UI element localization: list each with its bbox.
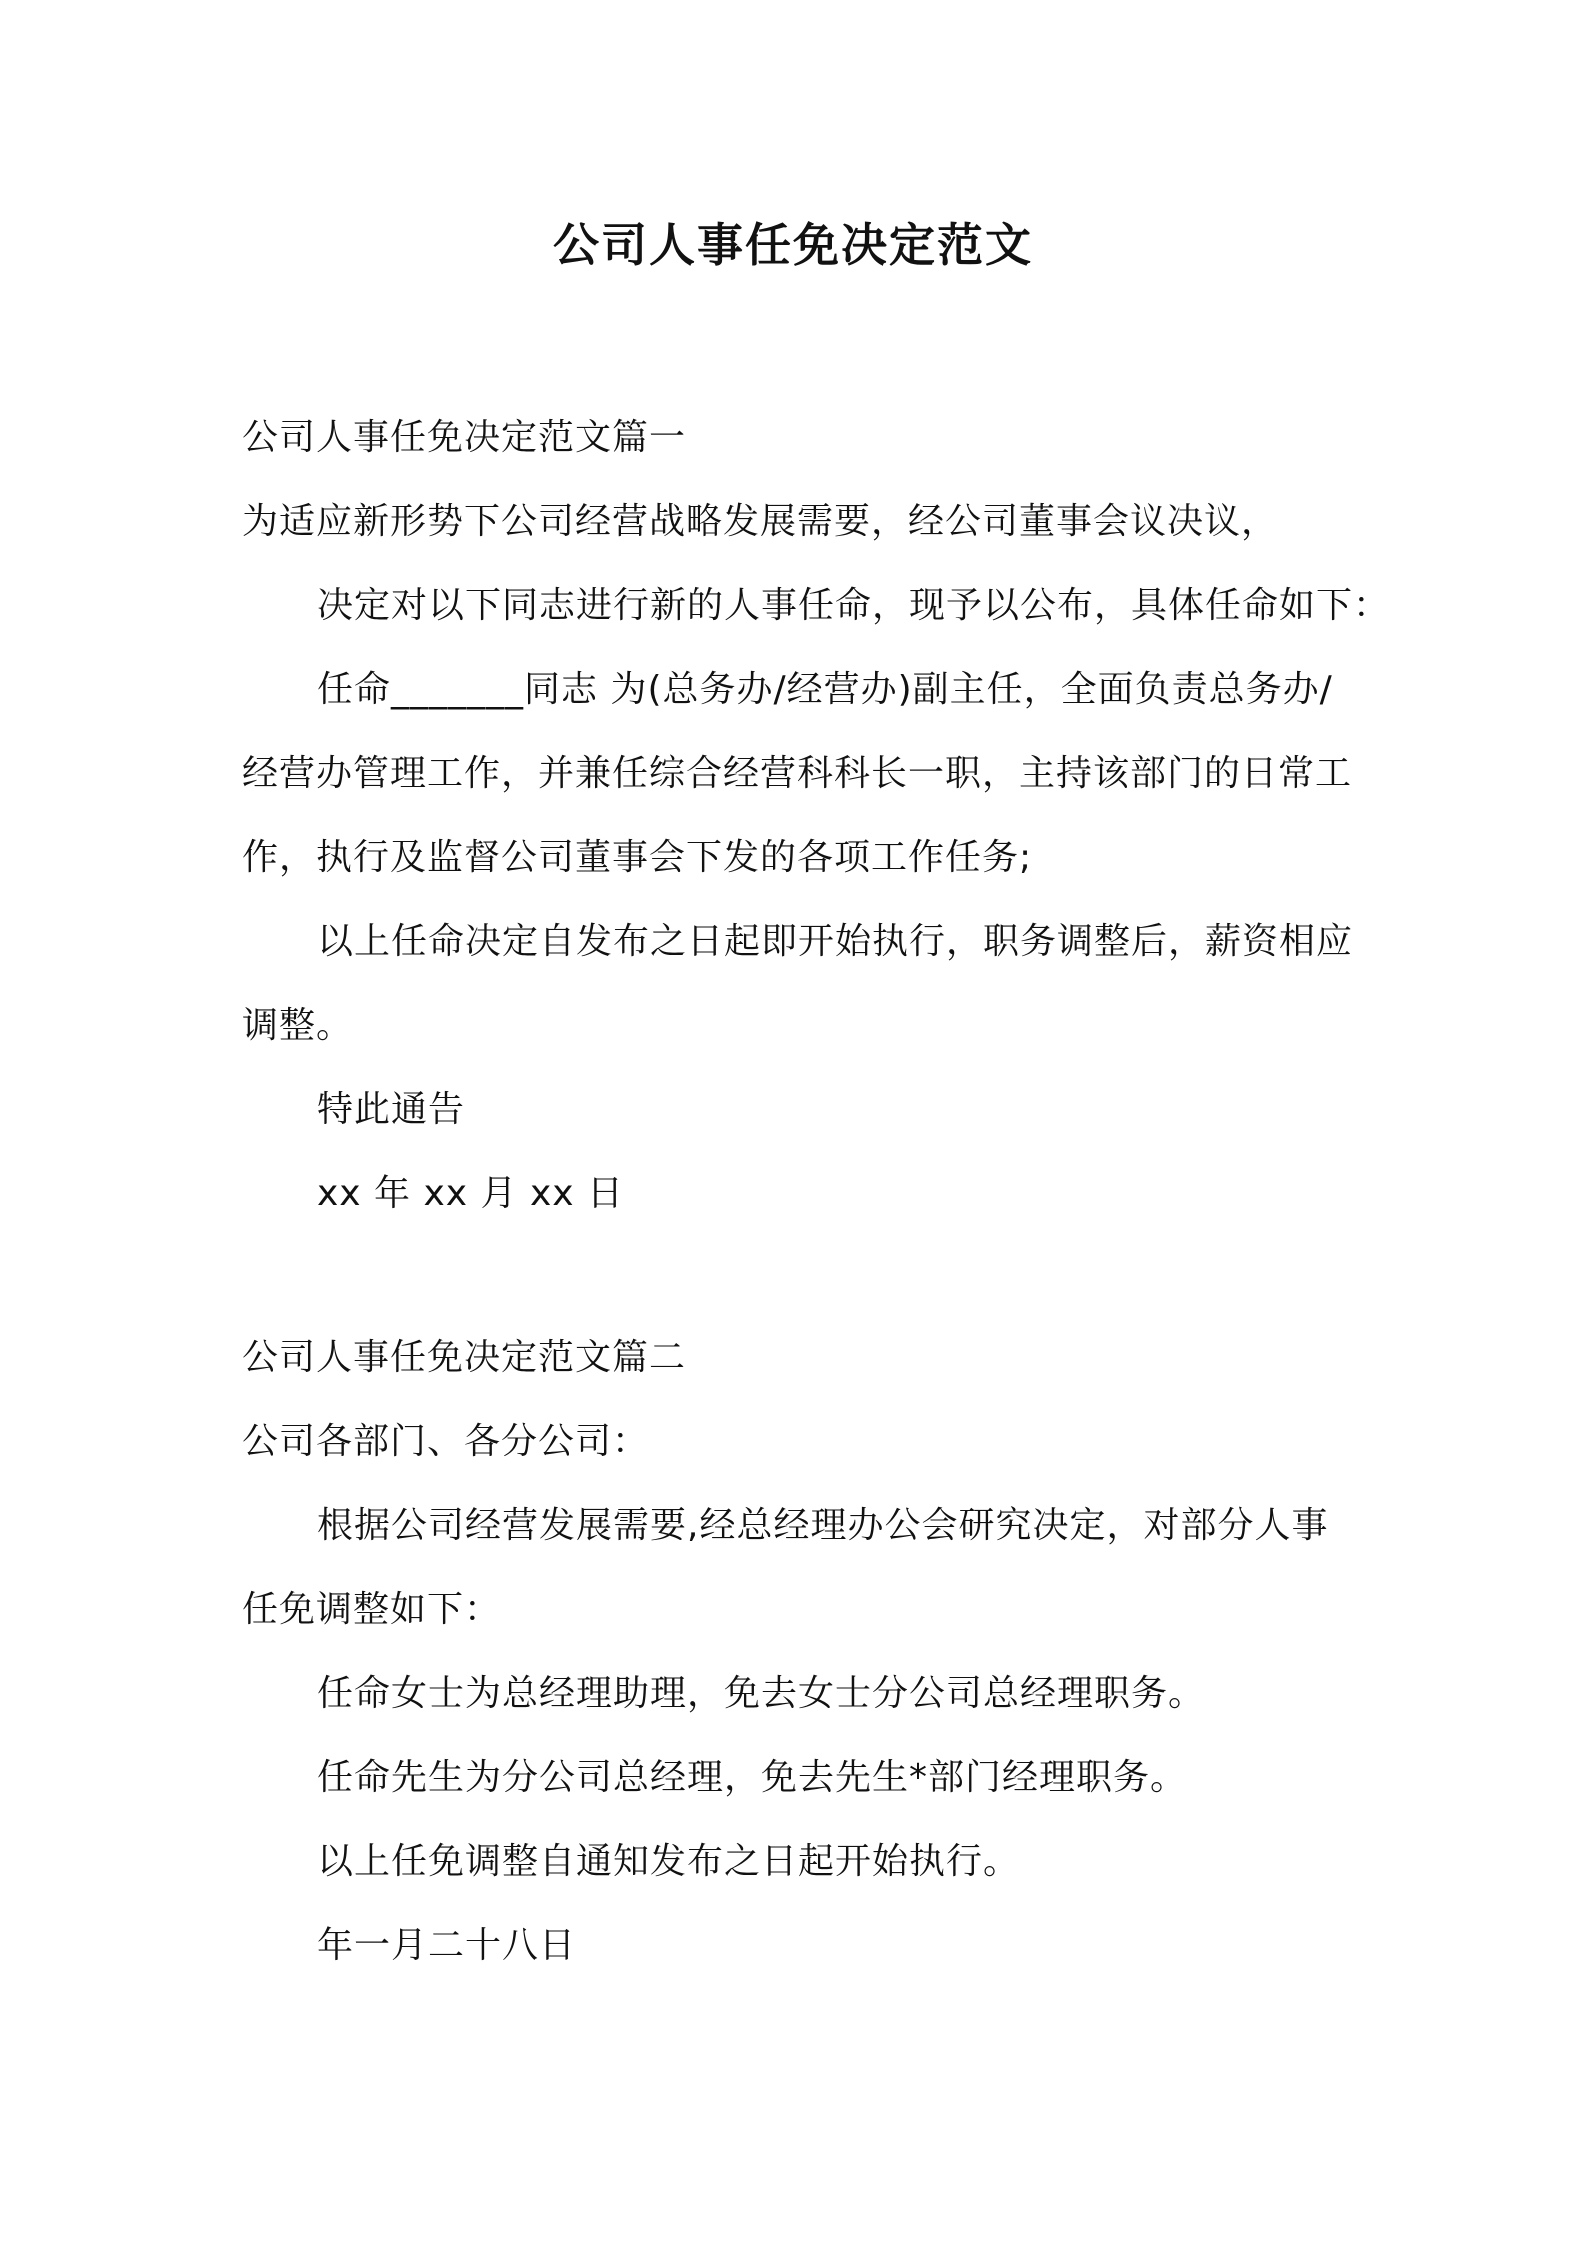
addressee-line: 公司各部门、各分公司： [242,1421,650,1462]
date-line: xx 年 xx 月 xx 日 [317,1173,625,1214]
paragraph-line: 调整。 [242,1005,354,1046]
paragraph-line: 以上任命决定自发布之日起即开始执行，职务调整后，薪资相应 [317,921,1354,962]
paragraph-line: 为适应新形势下公司经营战略发展需要，经公司董事会议决议， [242,501,1279,542]
paragraph-line: 任免调整如下： [242,1589,502,1630]
paragraph-line: 任命_______同志 为(总务办/经营办)副主任，全面负责总务办/ [317,669,1333,710]
document-title: 公司人事任免决定范文 [553,218,1033,272]
date-line: 年一月二十八日 [317,1925,577,1966]
section-heading-1: 公司人事任免决定范文篇一 [242,417,687,458]
paragraph-line: 任命先生为分公司总经理，免去先生*部门经理职务。 [317,1757,1188,1798]
notice-line: 特此通告 [317,1089,466,1130]
paragraph-line: 经营办管理工作，并兼任综合经营科科长一职，主持该部门的日常工 [242,753,1353,794]
paragraph-line: 根据公司经营发展需要,经总经理办公会研究决定，对部分人事 [317,1505,1329,1546]
paragraph-line: 决定对以下同志进行新的人事任命，现予以公布，具体任命如下： [317,585,1391,626]
paragraph-line: 作，执行及监督公司董事会下发的各项工作任务; [242,837,1033,878]
section-heading-2: 公司人事任免决定范文篇二 [242,1337,687,1378]
paragraph-line: 以上任免调整自通知发布之日起开始执行。 [317,1841,1021,1882]
paragraph-line: 任命女士为总经理助理，免去女士分公司总经理职务。 [317,1673,1206,1714]
